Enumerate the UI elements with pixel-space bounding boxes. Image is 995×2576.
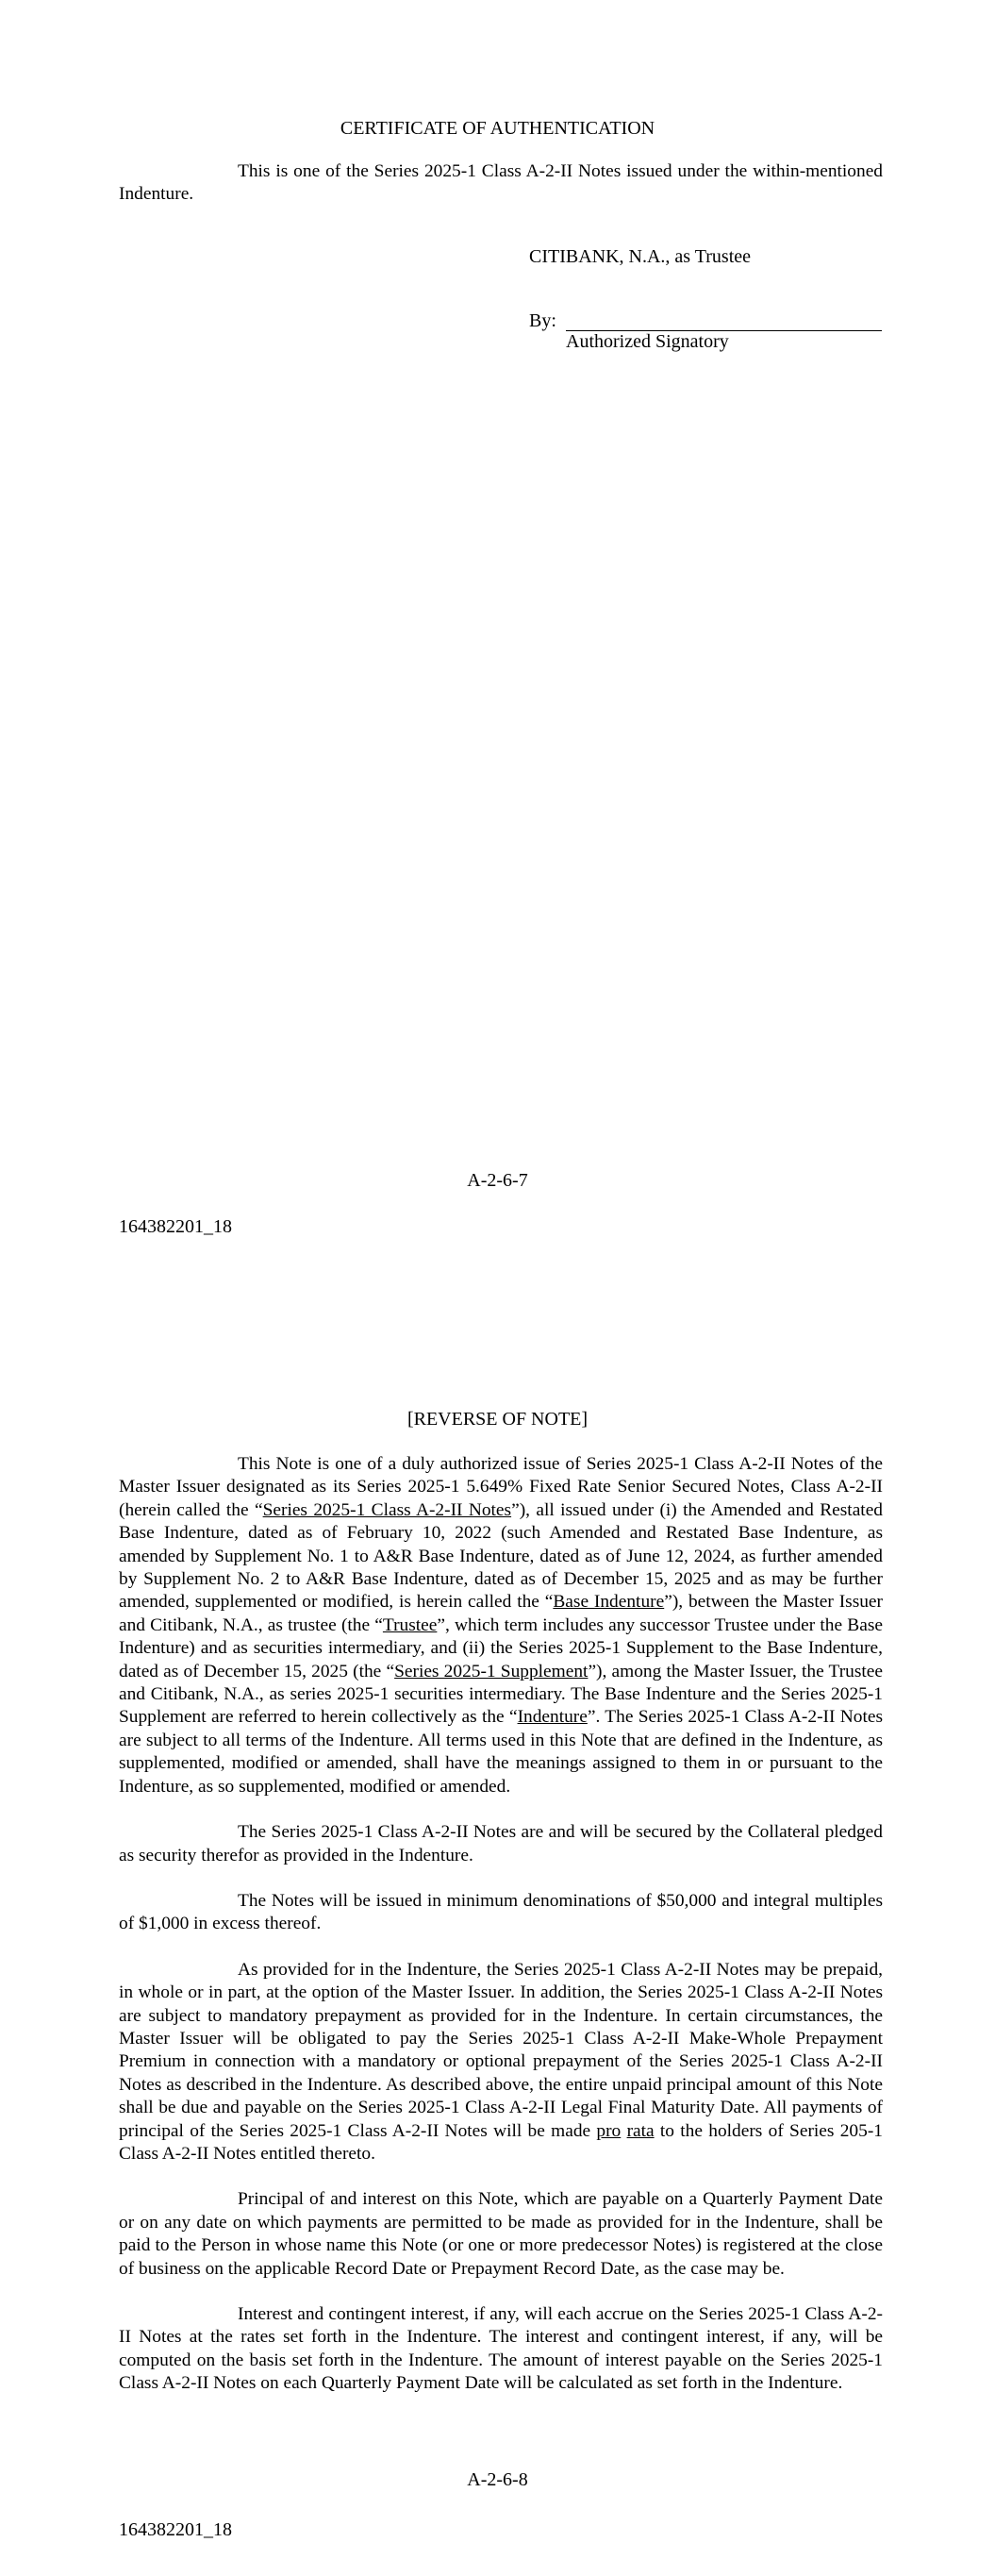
reverse-of-note-heading: [REVERSE OF NOTE] (406, 1409, 589, 1430)
paragraph-contingent-interest: Interest and contingent interest, if any, will each accrue on the Series 2025-1 Class A-2-II Notes at the rates set forth in the Indenture. The interest and contingent interest, if any, will be computed on the basis set forth in the Indenture. The amount of interest payable on the Series 2025-1 Class A-2-II Notes on each Quarterly Payment Date will be calculated as set forth in the Indenture. (119, 2304, 883, 2394)
trustee-name: CITIBANK, N.A., as Trustee (529, 246, 751, 267)
paragraph-principal-interest: Principal of and interest on this Note, which are payable on a Quarterly Payment Date or on any date on which payments are permitted to be made as provided for in the Indenture, shall be paid to the Person in whose name this Note (or one or more predecessor Notes) is registered at the close of business on the applicable Record Date or Prepayment Record Date, as the case may be. (119, 2189, 883, 2279)
term-rata: rata (626, 2120, 655, 2141)
paragraph-denominations: The Notes will be issued in minimum denominations of $50,000 and integral multiples of $1,000 in excess thereof. (119, 1890, 883, 1934)
page-a-2-6-8 (0, 1288, 995, 2576)
defined-term-base-indenture: Base Indenture (553, 1592, 665, 1613)
by-label: By: (529, 310, 556, 331)
authorized-signatory-label: Authorized Signatory (566, 331, 729, 352)
page-number: A-2-6-8 (467, 2469, 528, 2490)
defined-term-trustee: Trustee (382, 1614, 438, 1635)
certificate-intro (119, 160, 883, 207)
certificate-intro-text: This is one of the Series 2025-1 Class A-2-II Notes issued under the within-mentioned Indenture. (119, 161, 883, 205)
defined-term-indenture: Indenture (517, 1707, 588, 1728)
paragraph-note-issue: This Note is one of a duly authorized issue of Series 2025-1 Class A-2-II Notes of the Master Issuer designated as its Series 2025-1 5.649% Fixed Rate Senior Secured Notes, Class A-2-II (herein called the “Series 2025-1 Class A-2-II Notes”), all issued under (i) the Amended and Restated Base Indenture, dated as of February 10, 2022 (such Amended and Restated Base Indenture, as amended by Supplement No. 1 to A&R Base Indenture, dated as of June 12, 2024, as further amended by Supplement No. 2 to A&R Base Indenture, dated as of December 15, 2025 and as may be further amended, supplemented or modified, is herein called the “Base Indenture”), between the Master Issuer and Citibank, N.A., as trustee (the “Trustee”, which term includes any successor Trustee under the Base Indenture) and as securities intermediary, and (ii) the Series 2025-1 Supplement to the Base Indenture, dated as of December 15, 2025 (the “Series 2025-1 Supplement”), among the Master Issuer, the Trustee and Citibank, N.A., as series 2025-1 securities intermediary. The Base Indenture and the Series 2025-1 Supplement are referred to herein collectively as the “Indenture”. The Series 2025-1 Class A-2-II Notes are subject to all terms of the Indenture. All terms used in this Note that are defined in the Indenture, as supplemented, modified or amended, shall have the meanings assigned to them in or pursuant to the Indenture, as so supplemented, modified or amended. (119, 1454, 884, 1797)
paragraph-prepayment: As provided for in the Indenture, the Series 2025-1 Class A-2-II Notes may be prepaid, in whole or in part, at the option of the Master Issuer. In addition, the Series 2025-1 Class A-2-II Notes are subject to mandatory prepayment as provided for in the Indenture. In certain circumstances, the Master Issuer will be obligated to pay the Series 2025-1 Class A-2-II Make-Whole Prepayment Premium in connection with a mandatory or optional prepayment of the Series 2025-1 Class A-2-II Notes as described in the Indenture. As described above, the entire unpaid principal amount of this Note shall be due and payable on the Series 2025-1 Class A-2-II Legal Final Maturity Date. All payments of principal of the Series 2025-1 Class A-2-II Notes will be made pro rata to the holders of Series 205-1 Class A-2-II Notes entitled thereto. (119, 1959, 883, 2164)
defined-term-series-supplement: Series 2025-1 Supplement (394, 1661, 589, 1681)
reverse-body (119, 1453, 883, 2396)
page-number: A-2-6-7 (467, 1170, 528, 1191)
certificate-heading: CERTIFICATE OF AUTHENTICATION (340, 118, 655, 139)
paragraph-collateral: The Series 2025-1 Class A-2-II Notes are and will be secured by the Collateral pledged as security therefor as provided in the Indenture. (119, 1822, 883, 1865)
defined-term-series-notes: Series 2025-1 Class A-2-II Notes (262, 1499, 512, 1520)
document-id: 164382201_18 (119, 1216, 232, 1237)
term-pro: pro (596, 2120, 622, 2141)
document-id: 164382201_18 (119, 2519, 232, 2540)
